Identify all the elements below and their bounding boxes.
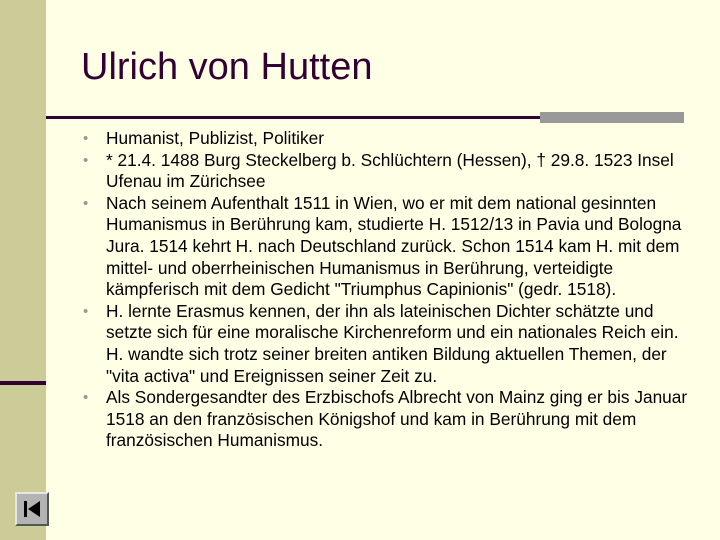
title-underline: [46, 116, 540, 119]
slide-title: Ulrich von Hutten: [81, 46, 373, 88]
bullet-item: [78, 301, 688, 387]
title-underline-accent: [540, 112, 684, 123]
bullet-list: [78, 128, 688, 452]
bullet-item: [78, 193, 688, 301]
left-sidebar-band: [0, 0, 46, 540]
bullet-dot-icon: •: [83, 389, 89, 407]
bullet-dot-icon: •: [83, 194, 89, 212]
first-slide-button[interactable]: [15, 492, 49, 526]
bullet-text: Humanist, Publizist, Politiker: [106, 128, 325, 148]
bullet-item: [78, 128, 688, 150]
bullet-dot-icon: •: [83, 130, 89, 147]
bullet-text: Nach seinem Aufenthalt 1511 in Wien, wo er mit dem national gesinnten Humanismus in Berührung kam, studierte H. 1512/13 in Pavia und Bologna Jura. 1514 kehrt H. nach Deutschland zurück. Schon 1514 kam H. mit dem mittel- und oberrheinischen Humanismus in Berührung, verteidigte kämpferisch mit dem Gedicht "Triumphus Capinionis" (gedr. 1518).: [106, 192, 682, 300]
bullet-dot-icon: •: [83, 151, 89, 169]
bullet-item: [78, 387, 688, 452]
left-accent-stripe: [0, 381, 46, 385]
bullet-dot-icon: •: [83, 302, 89, 320]
bullet-text: Als Sondergesandter des Erzbischofs Albrecht von Mainz ging er bis Januar 1518 an den französischen Königshof und kam in Berührung mit dem französischen Humanismus.: [106, 387, 688, 451]
bullet-text: * 21.4. 1488 Burg Steckelberg b. Schlüchtern (Hessen), † 29.8. 1523 Insel Ufenau im Zürichsee: [106, 149, 674, 192]
bullet-item: [78, 150, 688, 193]
skip-to-first-icon: [22, 499, 42, 519]
bullet-text: H. lernte Erasmus kennen, der ihn als lateinischen Dichter schätzte und setzte sich für eine moralische Kirchenreform und ein nationales Reich ein. H. wandte sich trotz seiner breiten antiken Bildung aktuellen Themen, der "vita activa" und Ereignissen seiner Zeit zu.: [106, 300, 679, 386]
